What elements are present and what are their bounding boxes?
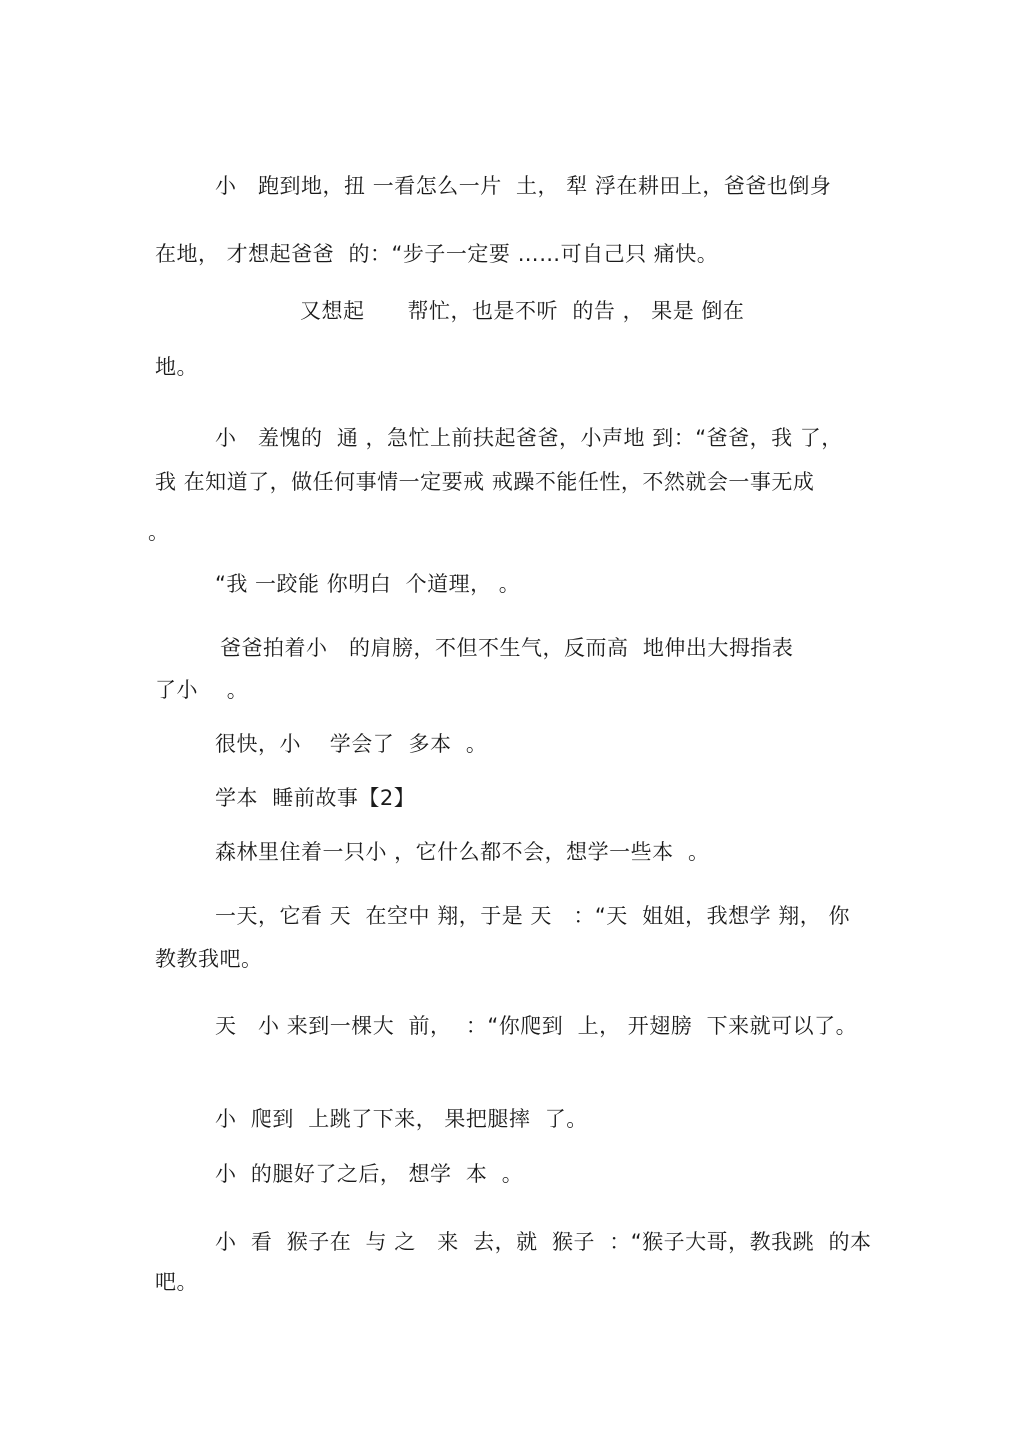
text-line: 小 看 猴子在 与 之 来 去，就 猴子 ：“猴子大哥，教我跳 的本: [215, 1230, 872, 1254]
text-line: 。: [148, 520, 170, 544]
text-line: 一天，它看 天 在空中 翔，于是 天 ：“天 姐姐，我想学 翔， 你: [215, 904, 850, 928]
text-line: 小 跑到地，扭 一看怎么一片 土， 犁 浮在耕田上，爸爸也倒身: [215, 174, 832, 198]
text-line: 小 爬到 上跳了下来， 果把腿摔 了。: [215, 1107, 588, 1131]
text-line: “我 一跤能 你明白 个道理， 。: [215, 572, 521, 596]
text-line: 小 的腿好了之后， 想学 本 。: [215, 1162, 524, 1186]
text-line: 了小 。: [155, 678, 249, 702]
text-line: 森林里住着一只小 ，它什么都不会，想学一些本 。: [215, 840, 710, 864]
text-line: 在地， 才想起爸爸 的：“步子一定要 ……可自己只 痛快。: [155, 242, 719, 266]
section-heading: 学本 睡前故事【2】: [215, 786, 416, 810]
text-line: 吧。: [155, 1270, 198, 1294]
text-line: 小 羞愧的 通 ，急忙上前扶起爸爸，小声地 到：“爸爸，我 了，: [215, 426, 843, 450]
text-line: 我 在知道了，做任何事情一定要戒 戒躁不能任性，不然就会一事无成: [155, 470, 815, 494]
text-line: 爸爸拍着小 的肩膀，不但不生气，反而高 地伸出大拇指表: [220, 636, 794, 660]
text-line: 又想起 帮忙，也是不听 的告 ， 果是 倒在: [300, 299, 745, 323]
text-line: 天 小 来到一棵大 前， ：“你爬到 上， 开翅膀 下来就可以了。: [215, 1014, 858, 1038]
text-line: 很快，小 学会了 多本 。: [215, 732, 488, 756]
text-line: 地。: [155, 355, 198, 379]
text-line: 教教我吧。: [155, 947, 263, 971]
